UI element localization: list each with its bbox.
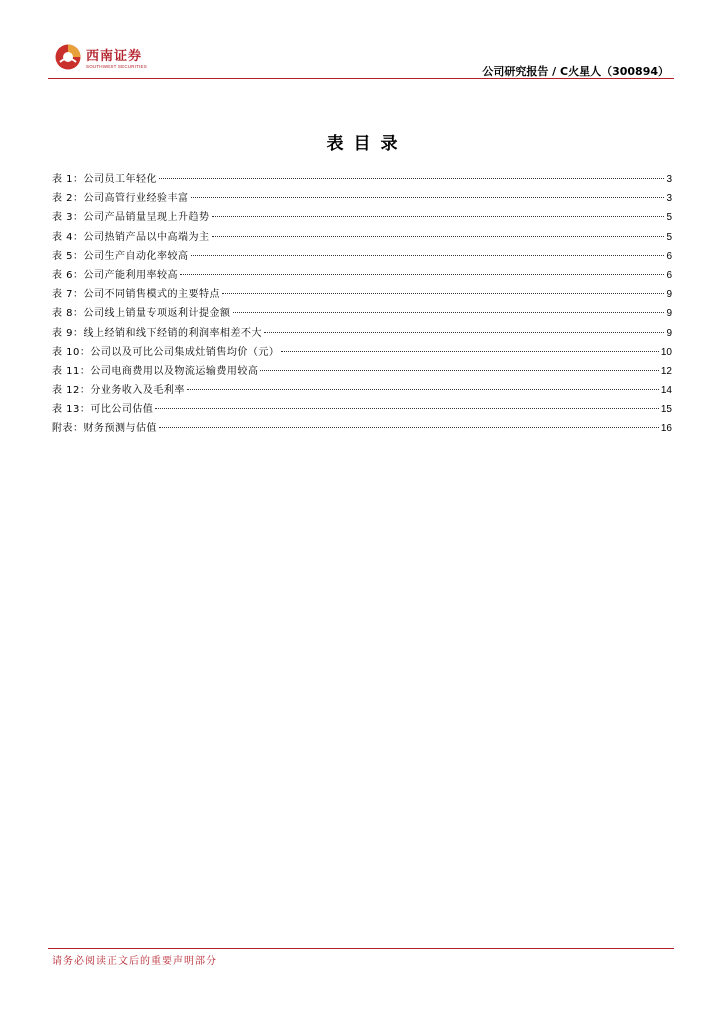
toc-dot-leader (212, 236, 665, 237)
table-of-contents (52, 170, 672, 439)
toc-entry-label: 附表：财务预测与估值 (52, 423, 157, 435)
toc-entry-page: 12 (660, 365, 672, 377)
toc-dot-leader (159, 178, 664, 179)
toc-entry[interactable] (52, 189, 672, 208)
toc-entry-page: 15 (660, 404, 672, 416)
toc-entry-page: 16 (660, 423, 672, 435)
toc-entry-page: 9 (666, 327, 672, 339)
toc-entry-label: 表 9：线上经销和线下经销的利润率相差不大 (52, 327, 263, 339)
toc-entry-label: 表 8：公司线上销量专项返利计提金额 (52, 308, 231, 320)
toc-entry[interactable] (52, 324, 672, 343)
toc-entry-label: 表 4：公司热销产品以中高端为主 (52, 231, 210, 243)
toc-entry-label: 表 12：分业务收入及毛利率 (52, 385, 185, 397)
toc-entry-label: 表 3：公司产品销量呈现上升趋势 (52, 212, 210, 224)
toc-entry[interactable] (52, 228, 672, 247)
toc-entry-label: 表 7：公司不同销售模式的主要特点 (52, 289, 221, 301)
toc-entry[interactable] (52, 362, 672, 381)
toc-entry[interactable] (52, 170, 672, 189)
toc-dot-leader (281, 351, 658, 352)
toc-title: 表目录 (326, 134, 408, 154)
toc-entry[interactable] (52, 381, 672, 400)
toc-entry-label: 表 11：公司电商费用以及物流运输费用较高 (52, 365, 259, 377)
toc-entry-page: 9 (666, 308, 672, 320)
toc-entry-page: 14 (660, 385, 672, 397)
toc-dot-leader (191, 197, 665, 198)
toc-entry-page: 3 (666, 174, 672, 185)
logo-text-cn: 西南证券 (86, 49, 143, 64)
toc-entry[interactable] (52, 400, 672, 419)
toc-dot-leader (159, 427, 659, 428)
footer-divider (48, 948, 674, 949)
toc-entry-page: 9 (666, 289, 672, 301)
toc-entry-page: 5 (666, 212, 672, 224)
logo-text-en: SOUTHWEST SECURITIES (86, 64, 147, 69)
toc-entry-page: 3 (666, 193, 672, 205)
toc-entry-page: 10 (660, 346, 672, 358)
toc-dot-leader (264, 332, 664, 333)
toc-entry[interactable] (52, 419, 672, 438)
toc-entry[interactable] (52, 266, 672, 285)
toc-dot-leader (233, 312, 665, 313)
toc-dot-leader (187, 389, 659, 390)
toc-entry-label: 表 5：公司生产自动化率较高 (52, 250, 189, 262)
toc-dot-leader (180, 274, 664, 275)
toc-entry-page: 5 (666, 231, 672, 243)
toc-entry-label: 表 13：可比公司估值 (52, 404, 154, 416)
toc-entry-label: 表 6：公司产能利用率较高 (52, 269, 179, 281)
toc-dot-leader (222, 293, 664, 294)
toc-dot-leader (260, 370, 658, 371)
report-title: 公司研究报告 / C火星人（300894） (482, 65, 669, 78)
toc-entry[interactable] (52, 343, 672, 362)
company-logo (55, 44, 175, 74)
toc-dot-leader (212, 216, 665, 217)
logo-emblem-icon (55, 44, 81, 70)
toc-entry[interactable] (52, 304, 672, 323)
toc-entry-label: 表 10：公司以及可比公司集成灶销售均价（元） (52, 346, 280, 358)
toc-dot-leader (191, 255, 665, 256)
toc-entry[interactable] (52, 247, 672, 266)
footer-disclaimer: 请务必阅读正文后的重要声明部分 (52, 956, 217, 967)
toc-entry[interactable] (52, 285, 672, 304)
toc-entry-page: 6 (666, 269, 672, 281)
toc-entry[interactable] (52, 208, 672, 227)
toc-dot-leader (155, 408, 658, 409)
toc-entry-label: 表 2：公司高管行业经验丰富 (52, 193, 189, 205)
toc-entry-page: 6 (666, 250, 672, 262)
toc-entry-label: 表 1：公司员工年轻化 (52, 174, 158, 185)
header-divider (48, 78, 674, 79)
